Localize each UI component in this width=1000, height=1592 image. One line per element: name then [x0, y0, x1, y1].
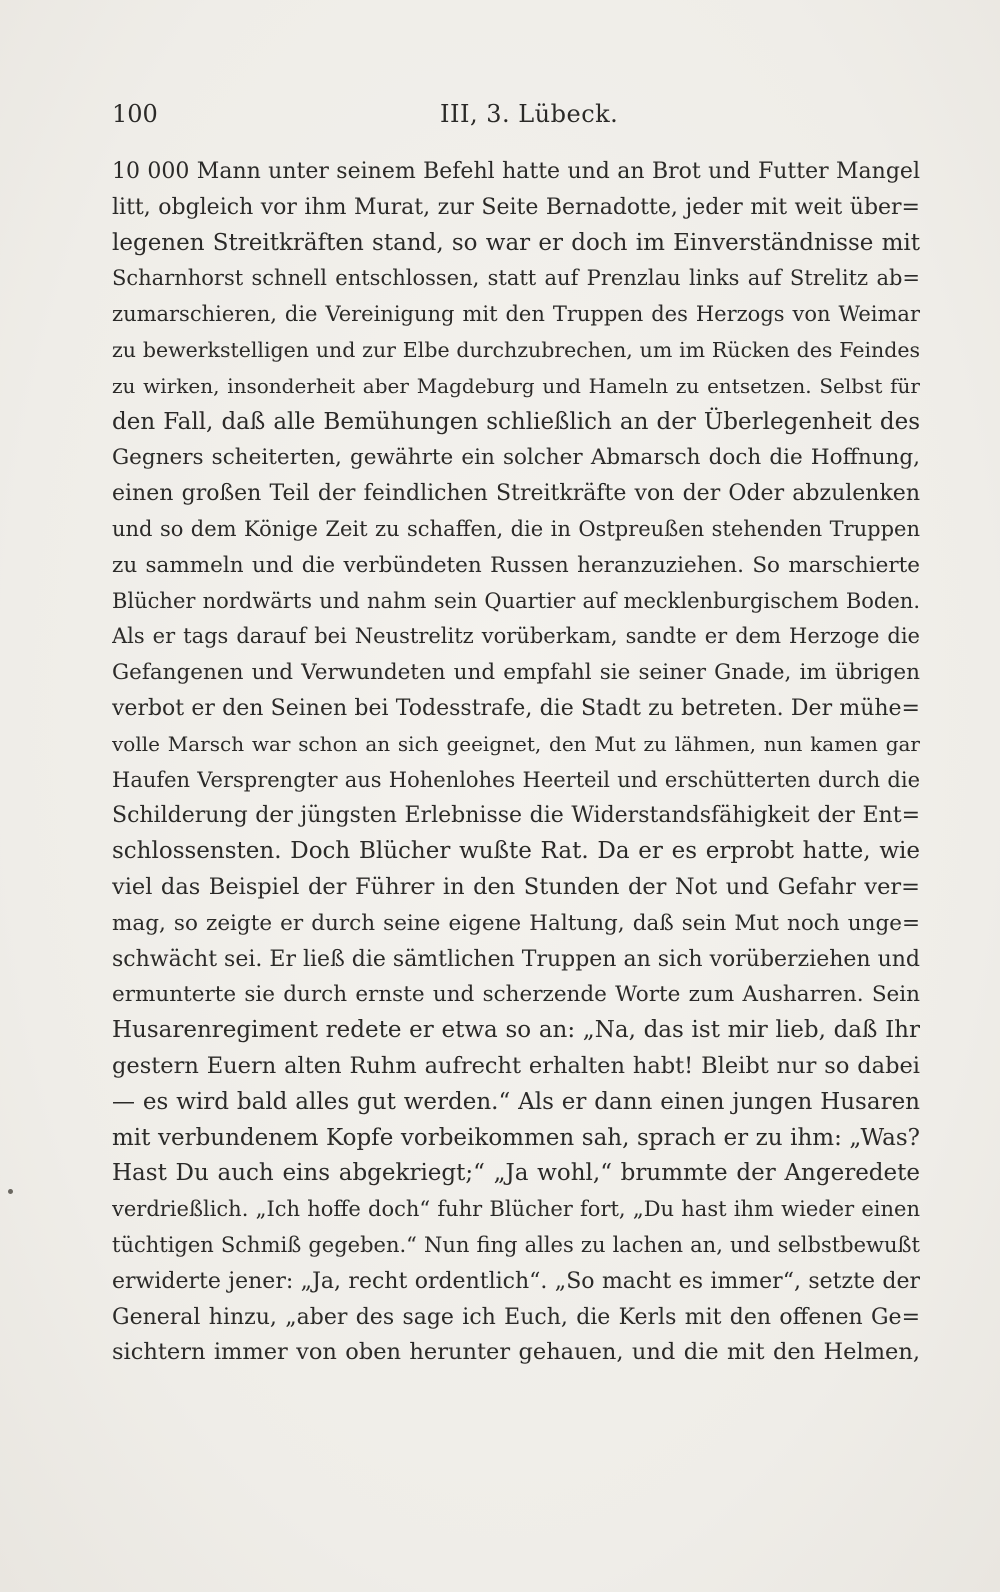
text-line: zumarschieren, die Vereinigung mit den Truppen des Herzogs von Weimar — [112, 302, 920, 327]
text-line: 10 000 Mann unter seinem Befehl hatte und an Brot und Futter Mangel — [112, 159, 920, 184]
text-line: ermunterte sie durch ernste und scherzende Worte zum Ausharren. Sein — [112, 982, 920, 1008]
margin-mark — [8, 1189, 13, 1194]
text-line: erwiderte jener: „Ja, recht ordentlich“. „So macht es immer“, setzte der — [112, 1268, 920, 1294]
running-head: III, 3. Lübeck. — [440, 100, 619, 128]
text-line: Haufen Versprengter aus Hohenlohes Heerteil und erschütterten durch die — [112, 767, 920, 792]
text-line: — es wird bald alles gut werden.“ Als er dann einen jungen Husaren — [112, 1088, 920, 1115]
page-header — [112, 100, 920, 136]
text-line: tüchtigen Schmiß gegeben.“ Nun fing alles zu lachen an, und selbstbewußt — [112, 1232, 920, 1257]
text-line: General hinzu, „aber des sage ich Euch, die Kerls mit den offenen Ge= — [112, 1304, 920, 1330]
text-line: litt, obgleich vor ihm Murat, zur Seite Bernadotte, jeder mit weit über= — [112, 194, 920, 220]
text-line: zu sammeln und die verbündeten Russen heranzuziehen. So marschierte — [112, 552, 920, 578]
text-line: Gegners scheiterten, gewährte ein solcher Abmarsch doch die Hoffnung, — [112, 445, 920, 471]
text-line: Hast Du auch eins abgekriegt;“ „Ja wohl,“ brummte der Angeredete — [112, 1160, 920, 1187]
text-line: und so dem Könige Zeit zu schaffen, die in Ostpreußen stehenden Truppen — [112, 516, 920, 541]
text-line: Als er tags darauf bei Neustrelitz vorüberkam, sandte er dem Herzoge die — [112, 624, 920, 649]
text-line: zu bewerkstelligen und zur Elbe durchzubrechen, um im Rücken des Feindes — [112, 337, 920, 362]
text-line: mit verbundenem Kopfe vorbeikommen sah, sprach er zu ihm: „Was? — [112, 1124, 920, 1151]
text-line: Blücher nordwärts und nahm sein Quartier auf mecklenburgischem Boden. — [112, 588, 920, 613]
text-line: mag, so zeigte er durch seine eigene Haltung, daß sein Mut noch unge= — [112, 910, 920, 936]
text-line: viel das Beispiel der Führer in den Stunden der Not und Gefahr ver= — [112, 873, 920, 900]
text-line: legenen Streitkräften stand, so war er doch im Einverständnisse mit — [112, 229, 920, 256]
text-line: einen großen Teil der feindlichen Streitkräfte von der Oder abzulenken — [112, 481, 920, 507]
text-line: verbot er den Seinen bei Todesstrafe, die Stadt zu betreten. Der mühe= — [112, 695, 920, 721]
text-line: Scharnhorst schnell entschlossen, statt auf Prenzlau links auf Strelitz ab= — [112, 266, 920, 291]
page-number: 100 — [112, 100, 158, 128]
text-line: schlossensten. Doch Blücher wußte Rat. Da er es erprobt hatte, wie — [112, 838, 920, 865]
text-line: sichtern immer von oben herunter gehauen, und die mit den Helmen, — [112, 1339, 920, 1366]
text-line: zu wirken, insonderheit aber Magdeburg und Hameln zu entsetzen. Selbst für — [112, 373, 920, 398]
body-text — [112, 154, 920, 1371]
text-line: schwächt sei. Er ließ die sämtlichen Truppen an sich vorüberziehen und — [112, 946, 920, 972]
text-line: Husarenregiment redete er etwa so an: „Na, das ist mir lieb, daß Ihr — [112, 1017, 920, 1044]
text-line: verdrießlich. „Ich hoffe doch“ fuhr Blücher fort, „Du hast ihm wieder einen — [112, 1197, 920, 1222]
text-line: den Fall, daß alle Bemühungen schließlich an der Überlegenheit des — [112, 408, 920, 435]
text-line: volle Marsch war schon an sich geeignet, den Mut zu lähmen, nun kamen gar — [112, 731, 920, 756]
text-line: Gefangenen und Verwundeten und empfahl sie seiner Gnade, im übrigen — [112, 660, 920, 686]
text-line: gestern Euern alten Ruhm aufrecht erhalten habt! Bleibt nur so dabei — [112, 1052, 920, 1079]
text-line: Schilderung der jüngsten Erlebnisse die Widerstandsfähigkeit der Ent= — [112, 803, 920, 829]
